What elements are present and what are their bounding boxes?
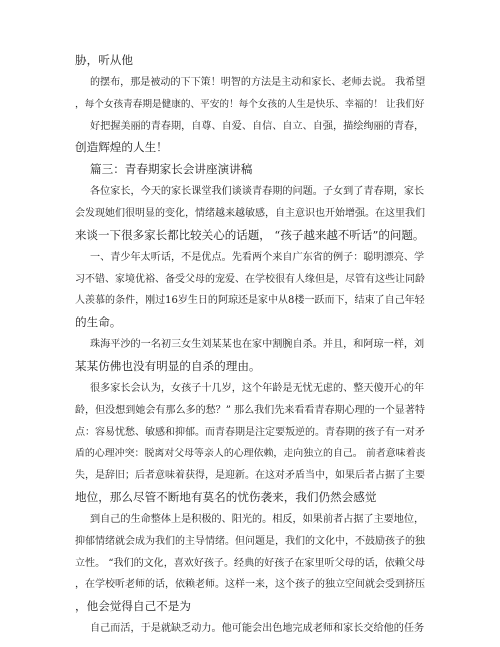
text-line: 到自己的生命整体上是积极的、阳光的。相反，如果前者占据了主要地位，: [90, 513, 425, 525]
text-line: 胁，听从他: [75, 53, 133, 67]
text-line: 盾的心理冲突：脱离对父母等亲人的心理依赖，走向独立的自己。 前者意味着丧: [75, 448, 426, 460]
text-line: 人羡慕的条件，刚过16岁生日的阿琼还是家中从8楼一跃而下，结束了自己年轻: [75, 295, 425, 307]
text-line: 的生命。: [75, 315, 122, 330]
text-line: 点：容易忧愁、敏感和抑郁。而青春期是注定要叛逆的。青春期的孩子有一对矛: [75, 426, 425, 438]
text-line: 的摆布，那是被动的下下策！明智的方法是主动和家长、老师去说。 我希望: [90, 76, 426, 88]
text-line: ，每个女孩青春期是健康的、平安的！每个女孩的人生是快乐、幸福的！ 让我们好: [75, 98, 425, 110]
text-line: 会发现她们很明显的变化，情绪越来越敏感，自主意识也开始增强。在这里我们: [75, 208, 425, 219]
text-line: 龄，但没想到她会有那么多的愁？” 那么我们先来看看青春期心理的一个显著特: [75, 404, 425, 416]
text-line: 来谈一下很多家长都比较关心的话题， “孩子越来越不听话”的问题。: [75, 227, 425, 242]
text-line: 好把握美丽的青春期，自尊、自爱、自信、自立、自强，描绘绚丽的青春，: [90, 120, 425, 132]
text-line: 失，是辞旧；后者意味着获得，是迎新。在这对矛盾当中，如果后者占据了主要: [75, 470, 425, 482]
text-line: 各位家长，今天的家长课堂我们谈谈青春期的问题。子女到了青春期，家长: [90, 186, 425, 198]
text-line: 立性。 “我们的文化，喜欢好孩子。经典的好孩子在家里听父母的话，依赖父母: [75, 557, 425, 569]
text-line: 很多家长会认为，女孩子十几岁，这个年龄是无忧无虑的、整天傻开心的年: [90, 382, 425, 394]
text-line: ，在学校听老师的话，依赖老师。这样一来，这个孩子的独立空间就会受到挤压: [75, 579, 425, 591]
text-line: 抑郁情绪就会成为我们的主导情绪。但问题是，我们的文化中，不鼓励孩子的独: [75, 535, 425, 547]
section-title: 篇三：青春期家长会讲座演讲稿: [90, 162, 253, 177]
text-line: 创造辉煌的人生！: [75, 140, 168, 155]
text-line: 地位，那么尽管不断地有莫名的忧伤袭来，我们仍然会感觉: [75, 490, 377, 504]
text-line: 自己而活，于是就缺乏动力。他可能会出色地完成老师和家长交给他的任务: [90, 623, 425, 635]
text-line: 某某仿佛也没有明显的自杀的理由。: [75, 358, 261, 373]
text-line: 一、青少年太听话，不是优点。先看两个来自广东省的例子：聪明漂亮、学: [90, 251, 425, 263]
text-line: 习不错、家境优裕、备受父母的宠爱、在学校很有人缘但是，尽管有这些让同龄: [75, 273, 425, 285]
text-line: ，他会觉得自己不是为: [75, 599, 191, 614]
text-line: 珠海平沙的一名初三女生刘某某也在家中割腕自杀。并且，和阿琼一样，刘: [90, 339, 425, 351]
